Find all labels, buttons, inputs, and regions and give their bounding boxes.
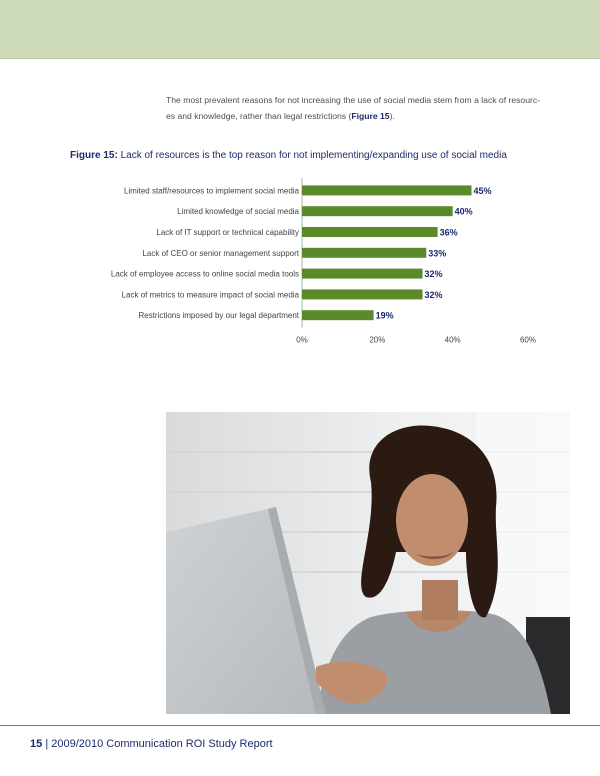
category-label: Lack of IT support or technical capability — [156, 228, 299, 237]
figure-caption: Lack of resources is the top reason for not implementing/expanding use of social media — [120, 150, 507, 161]
bar — [302, 269, 423, 279]
x-tick-label: 60% — [519, 335, 537, 345]
data-label: 45% — [473, 185, 492, 196]
data-label: 19% — [375, 310, 394, 321]
category-label: Limited knowledge of social media — [177, 207, 299, 217]
intro-line-2a: es and knowledge, rather than legal restrictions ( — [166, 110, 352, 121]
figure-reference: Figure 15 — [351, 110, 390, 121]
x-tick-label: 40% — [444, 335, 461, 345]
category-label: Limited staff/resources to implement social media — [123, 186, 299, 196]
intro-paragraph — [166, 93, 566, 124]
bar — [302, 206, 453, 216]
data-label: 33% — [428, 248, 447, 259]
bar — [302, 227, 438, 237]
footer — [30, 738, 273, 750]
header-band — [0, 0, 600, 59]
report-title: 2009/2010 Communication ROI Study Report — [51, 738, 273, 750]
photo-woman-at-laptop — [166, 412, 570, 714]
category-label: Restrictions imposed by our legal department — [138, 311, 299, 321]
data-label: 36% — [439, 227, 458, 238]
figure-number: Figure 15: — [70, 150, 118, 161]
footer-rule — [0, 725, 600, 726]
intro-line-1: The most prevalent reasons for not increasing the use of social media stem from a lack of resourc- — [166, 95, 540, 105]
intro-line-2b: ). — [389, 110, 395, 121]
bar — [302, 185, 472, 195]
page-number: 15 — [30, 738, 43, 750]
category-label: Lack of CEO or senior management support — [142, 248, 299, 258]
bar — [302, 248, 426, 258]
category-label: Lack of metrics to measure impact of social media — [121, 290, 299, 300]
footer-separator: | — [45, 738, 49, 750]
data-label: 32% — [424, 269, 443, 280]
x-tick-label: 0% — [296, 335, 308, 345]
bar — [302, 289, 423, 299]
x-tick-label: 20% — [369, 335, 386, 345]
data-label: 40% — [454, 206, 473, 217]
data-label: 32% — [424, 289, 443, 300]
bar-chart — [0, 170, 600, 350]
bar — [302, 310, 374, 320]
figure-title — [70, 150, 507, 161]
category-label: Lack of employee access to online social media tools — [110, 269, 299, 279]
